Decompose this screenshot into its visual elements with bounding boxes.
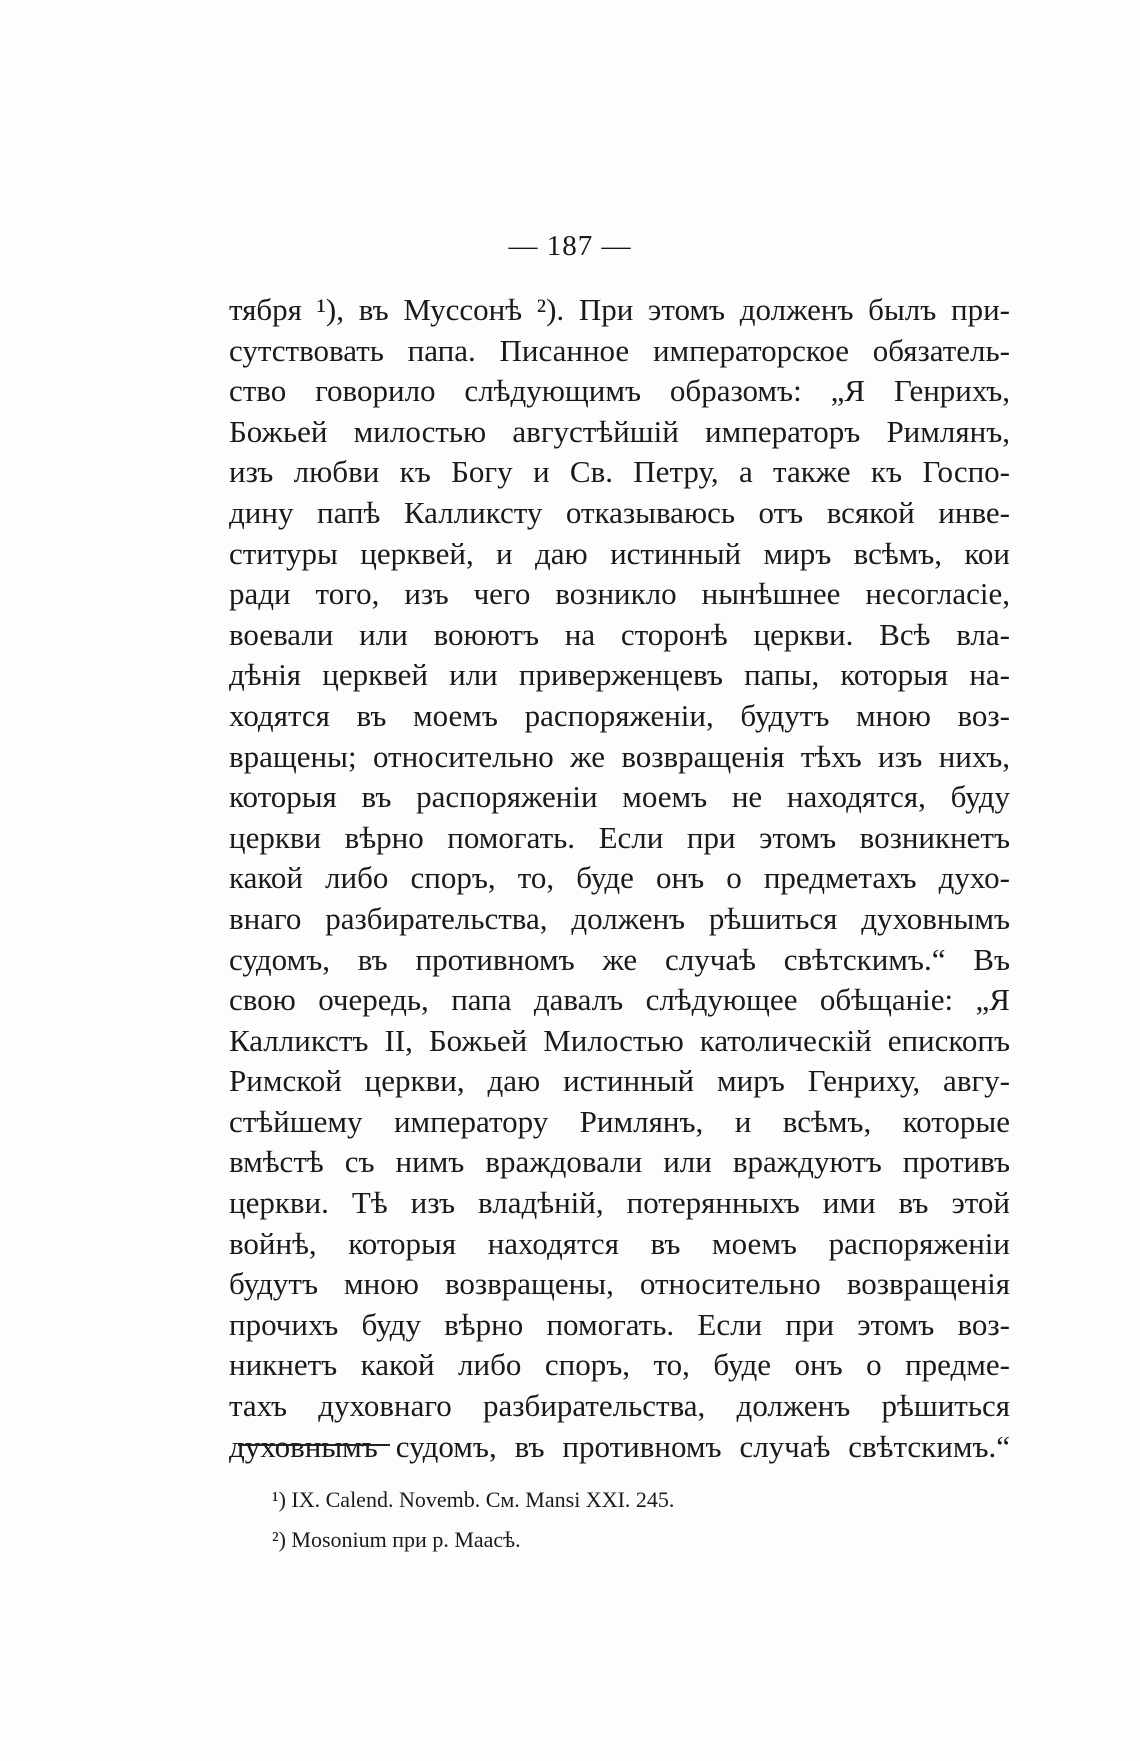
- text-line: тахъ духовнаго разбирательства, долженъ рѣшиться: [229, 1388, 1010, 1424]
- text-line: церкви. Тѣ изъ владѣній, потерянныхъ ими въ этой: [229, 1185, 1010, 1221]
- text-line: ради того, изъ чего возникло нынѣшнее несогласіе,: [229, 576, 1010, 612]
- footnotes: [272, 1480, 972, 1560]
- text-line: внаго разбирательства, долженъ рѣшиться духовнымъ: [229, 900, 1010, 936]
- text-line: Римской церкви, даю истинный миръ Генриху, авгу-: [229, 1063, 1010, 1099]
- text-line: судомъ, въ противномъ же случаѣ свѣтскимъ.“ Въ: [229, 941, 1010, 977]
- text-line: войнѣ, которыя находятся въ моемъ распоряженіи: [229, 1225, 1010, 1261]
- text-line: которыя въ распоряженіи моемъ не находятся, буду: [229, 779, 1010, 815]
- text-line: ституры церквей, и даю истинный миръ всѣмъ, кои: [229, 535, 1010, 571]
- text-line: сутствовать папа. Писанное императорское обязатель-: [229, 332, 1010, 368]
- footnote: ²) Mosonium при р. Маасѣ.: [272, 1527, 521, 1552]
- body-text: [229, 290, 1010, 1467]
- text-line: никнетъ какой либо споръ, то, буде онъ о предме-: [229, 1347, 1010, 1383]
- text-line: духовнымъ судомъ, въ противномъ случаѣ свѣтскимъ.“: [229, 1428, 1010, 1464]
- text-line: церкви вѣрно помогать. Если при этомъ возникнетъ: [229, 819, 1010, 855]
- text-line: ходятся въ моемъ распоряженіи, будутъ мною воз-: [229, 697, 1010, 733]
- text-line: вращены; относительно же возвращенія тѣхъ изъ нихъ,: [229, 738, 1010, 774]
- text-line: свою очередь, папа давалъ слѣдующее обѣщаніе: „Я: [229, 982, 1010, 1018]
- text-line: будутъ мною возвращены, относительно возвращенія: [229, 1266, 1010, 1302]
- text-line: какой либо споръ, то, буде онъ о предметахъ духо-: [229, 860, 1010, 896]
- text-line: Калликстъ II, Божьей Милостью католическій епископъ: [229, 1022, 1010, 1058]
- text-line: изъ любви къ Богу и Св. Петру, а также къ Госпо-: [229, 454, 1010, 490]
- text-line: тября ¹), въ Муссонѣ ²). При этомъ долженъ былъ при-: [229, 292, 1010, 327]
- text-line: прочихъ буду вѣрно помогать. Если при этомъ воз-: [229, 1306, 1010, 1342]
- text-line: дину папѣ Калликсту отказываюсь отъ всякой инве-: [229, 494, 1010, 530]
- text-line: ство говорило слѣдующимъ образомъ: „Я Генрихъ,: [229, 373, 1010, 409]
- text-line: Божьей милостью августѣйшій императоръ Римлянъ,: [229, 413, 1010, 449]
- text-line: вмѣстѣ съ нимъ враждовали или враждуютъ противъ: [229, 1144, 1010, 1180]
- text-line: дѣнія церквей или приверженцевъ папы, которыя на-: [229, 657, 1010, 693]
- text-line: стѣйшему императору Римлянъ, и всѣмъ, которые: [229, 1103, 1010, 1139]
- text-line: воевали или воюютъ на сторонѣ церкви. Всѣ вла-: [229, 616, 1010, 652]
- footnote: ¹) IX. Calend. Novemb. См. Mansi XXI. 245.: [272, 1487, 675, 1512]
- page-number: — 187 —: [508, 230, 632, 262]
- footnote-divider: [238, 1444, 390, 1446]
